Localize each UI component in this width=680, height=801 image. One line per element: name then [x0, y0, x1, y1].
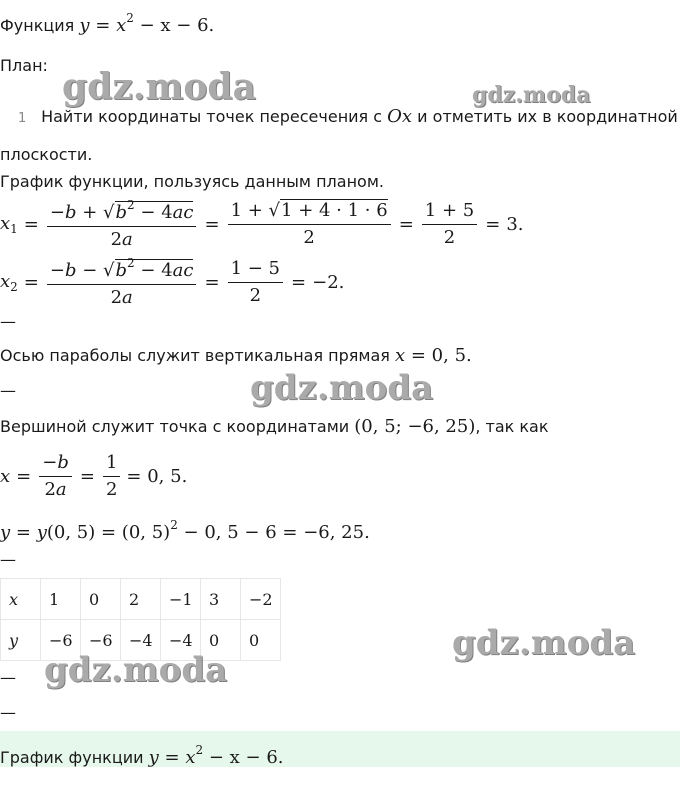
table-header-y: y — [1, 620, 41, 661]
table-cell: −4 — [121, 620, 161, 661]
x2-formula: $x_2$ = $\frac{-b - √b^2 - 4ac}{2a}$ = $\frac{1 - 5}{2}$ = −2. — [0, 256, 345, 308]
vertex-statement — [0, 417, 549, 437]
plan-item-text-b: и отметить их в координатной — [417, 107, 678, 126]
dash-2: — — [0, 381, 16, 400]
heading-formula: $y = x^2 - x - 6$. — [79, 11, 215, 36]
plan-item-text-a: Найти координаты точек пересечения с — [41, 107, 383, 126]
x1-result: 3. — [506, 213, 524, 235]
x1-formula: $x_1$ = $\frac{-b + √b^2 - 4ac}{2a}$ = $\frac{1 + √1 + 4 \cdot 1 \cdot 6}{2}$ = $\frac{1 + 5}{2}$ = 3. — [0, 198, 524, 250]
yv-formula: y = y(0, 5) = (0, 5)$^2$ − 0, 5 − 6 = −6, 25. — [0, 518, 370, 543]
axis-text: Осью параболы служит вертикальная прямая — [0, 346, 390, 365]
table-cell: −6 — [81, 620, 121, 661]
table-cell: 1 — [41, 579, 81, 620]
table-cell: −2 — [241, 579, 281, 620]
table-cell: 0 — [241, 620, 281, 661]
final-text: График функции — [0, 748, 144, 767]
dash-3: — — [0, 550, 16, 569]
values-table — [0, 578, 281, 661]
watermark-logo: gdz.moda — [250, 368, 434, 408]
final-statement: График функции $y = x^2 - x - 6$. — [0, 743, 284, 768]
dash-4: — — [0, 668, 16, 687]
watermark-logo: gdz.moda — [472, 82, 591, 108]
vertex-formula: (0, 5; −6, 25) — [354, 416, 476, 437]
plan-item-math: Ox — [387, 106, 413, 127]
table-header-x: x — [1, 579, 41, 620]
x2-result: −2. — [312, 271, 345, 293]
plot-instruction: График функции, пользуясь данным планом. — [0, 172, 384, 191]
table-cell: 0 — [81, 579, 121, 620]
plan-item-text-c: плоскости. — [0, 145, 93, 164]
xv-formula: x = $\frac{-b}{2a}$ = $\frac{1}{2}$ = 0, 5. — [0, 452, 188, 500]
plan-item-1 — [18, 107, 678, 129]
watermark-logo: gdz.moda — [62, 66, 256, 108]
watermark-logo: gdz.moda — [44, 650, 228, 690]
vertex-text: Вершиной служит точка с координатами — [0, 417, 350, 436]
vertex-tail: , так как — [475, 417, 549, 436]
function-heading — [0, 8, 214, 36]
watermark-logo: gdz.moda — [452, 623, 636, 663]
dash-5: — — [0, 703, 16, 722]
axis-statement: Осью параболы служит вертикальная прямая x = 0, 5. — [0, 345, 472, 366]
plan-label: План: — [0, 56, 48, 75]
table-cell: 0 — [201, 620, 241, 661]
table-cell: −1 — [161, 579, 201, 620]
plan-item-number: 1 — [18, 111, 27, 126]
xv-result: = 0, 5. — [126, 465, 188, 487]
table-row — [1, 579, 281, 620]
dash-1: — — [0, 312, 16, 331]
table-cell: 3 — [201, 579, 241, 620]
heading-text: Функция — [0, 16, 75, 35]
table-cell: 2 — [121, 579, 161, 620]
table-cell: −6 — [41, 620, 81, 661]
table-cell: −4 — [161, 620, 201, 661]
